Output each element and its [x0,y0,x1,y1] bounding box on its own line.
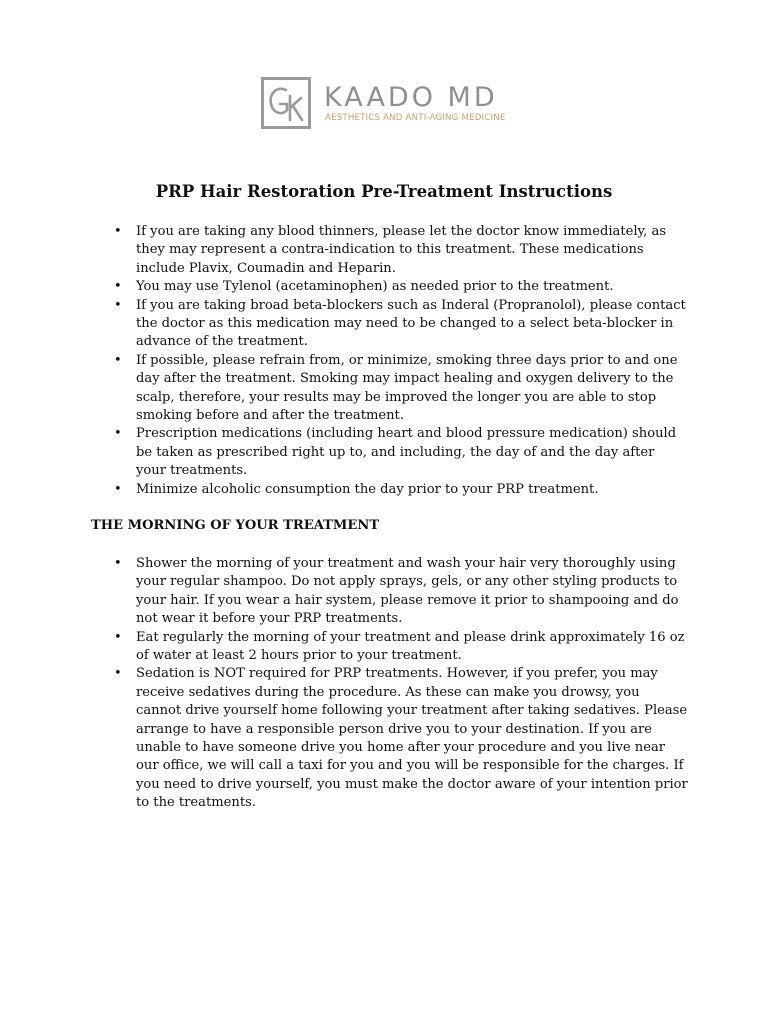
list-item [114,481,688,499]
logo-tagline: AESTHETICS AND ANTI-AGING MEDICINE [325,113,506,123]
list-item [114,297,688,352]
bullet-icon: • [114,481,122,497]
list-item-text: If you are taking broad beta-blockers such as Inderal (Propranolol), please contact the doctor as this medication may need to be changed to a select beta-blocker in advance of the treatment. [136,297,686,350]
bullet-icon: • [114,426,122,442]
gk-monogram-logo-icon [261,77,311,129]
list-item [114,278,688,296]
morning-of-treatment-list [114,555,688,813]
kaado-md-logo [261,77,521,133]
bullet-icon: • [114,352,122,368]
list-item-text: Sedation is NOT required for PRP treatments. However, if you prefer, you may receive sedatives during the procedure. As these can make you drowsy, you cannot drive yourself home following your treatment after taking sedatives. Please arrange to have a responsible person drive you to your destination. If you are unable to have someone drive you home after your procedure and you live near our office, we will call a taxi for you and you will be responsible for the charges. If you need to drive yourself, you must make the doctor aware of your intention prior to the treatments. [136,666,688,811]
list-item-text: You may use Tylenol (acetaminophen) as needed prior to the treatment. [136,279,614,295]
bullet-icon: • [114,666,122,682]
list-item-text: Prescription medications (including heart and blood pressure medication) should be taken as prescribed right up to, and including, the day of and the day after your treatments. [136,426,677,479]
list-item-text: Shower the morning of your treatment and wash your hair very thoroughly using your regular shampoo. Do not apply sprays, gels, or any other styling products to your hair. If you wear a hair system, please remove it prior to shampooing and do not wear it before your PRP treatments. [136,556,679,627]
bullet-icon: • [114,629,122,645]
list-item-text: Minimize alcoholic consumption the day prior to your PRP treatment. [136,481,599,497]
list-item-text: Eat regularly the morning of your treatment and please drink approximately 16 oz of water at least 2 hours prior to your treatment. [136,629,685,664]
list-item-text: If you are taking any blood thinners, please let the doctor know immediately, as they may represent a contra-indication to this treatment. These medications include Plavix, Coumadin and Heparin. [136,224,667,276]
list-item [114,555,688,629]
bullet-icon: • [114,279,122,295]
list-item-text: If possible, please refrain from, or minimize, smoking three days prior to and one day after the treatment. Smoking may impact healing and oxygen delivery to the scalp, therefore, your results may be improved the longer you are able to stop smoking before and after the treatment. [136,352,678,424]
bullet-icon: • [114,297,122,313]
list-item [114,629,688,666]
list-item [114,223,688,278]
page-title: PRP Hair Restoration Pre-Treatment Instructions [155,182,613,201]
pre-treatment-instructions-list [114,223,688,499]
bullet-icon: • [114,556,122,571]
list-item [114,352,688,426]
bullet-icon: • [114,224,122,239]
logo-name: KAADO MD [324,82,498,113]
list-item [114,425,688,480]
list-item [114,665,688,812]
section-heading-morning-of-treatment: THE MORNING OF YOUR TREATMENT [91,518,380,533]
